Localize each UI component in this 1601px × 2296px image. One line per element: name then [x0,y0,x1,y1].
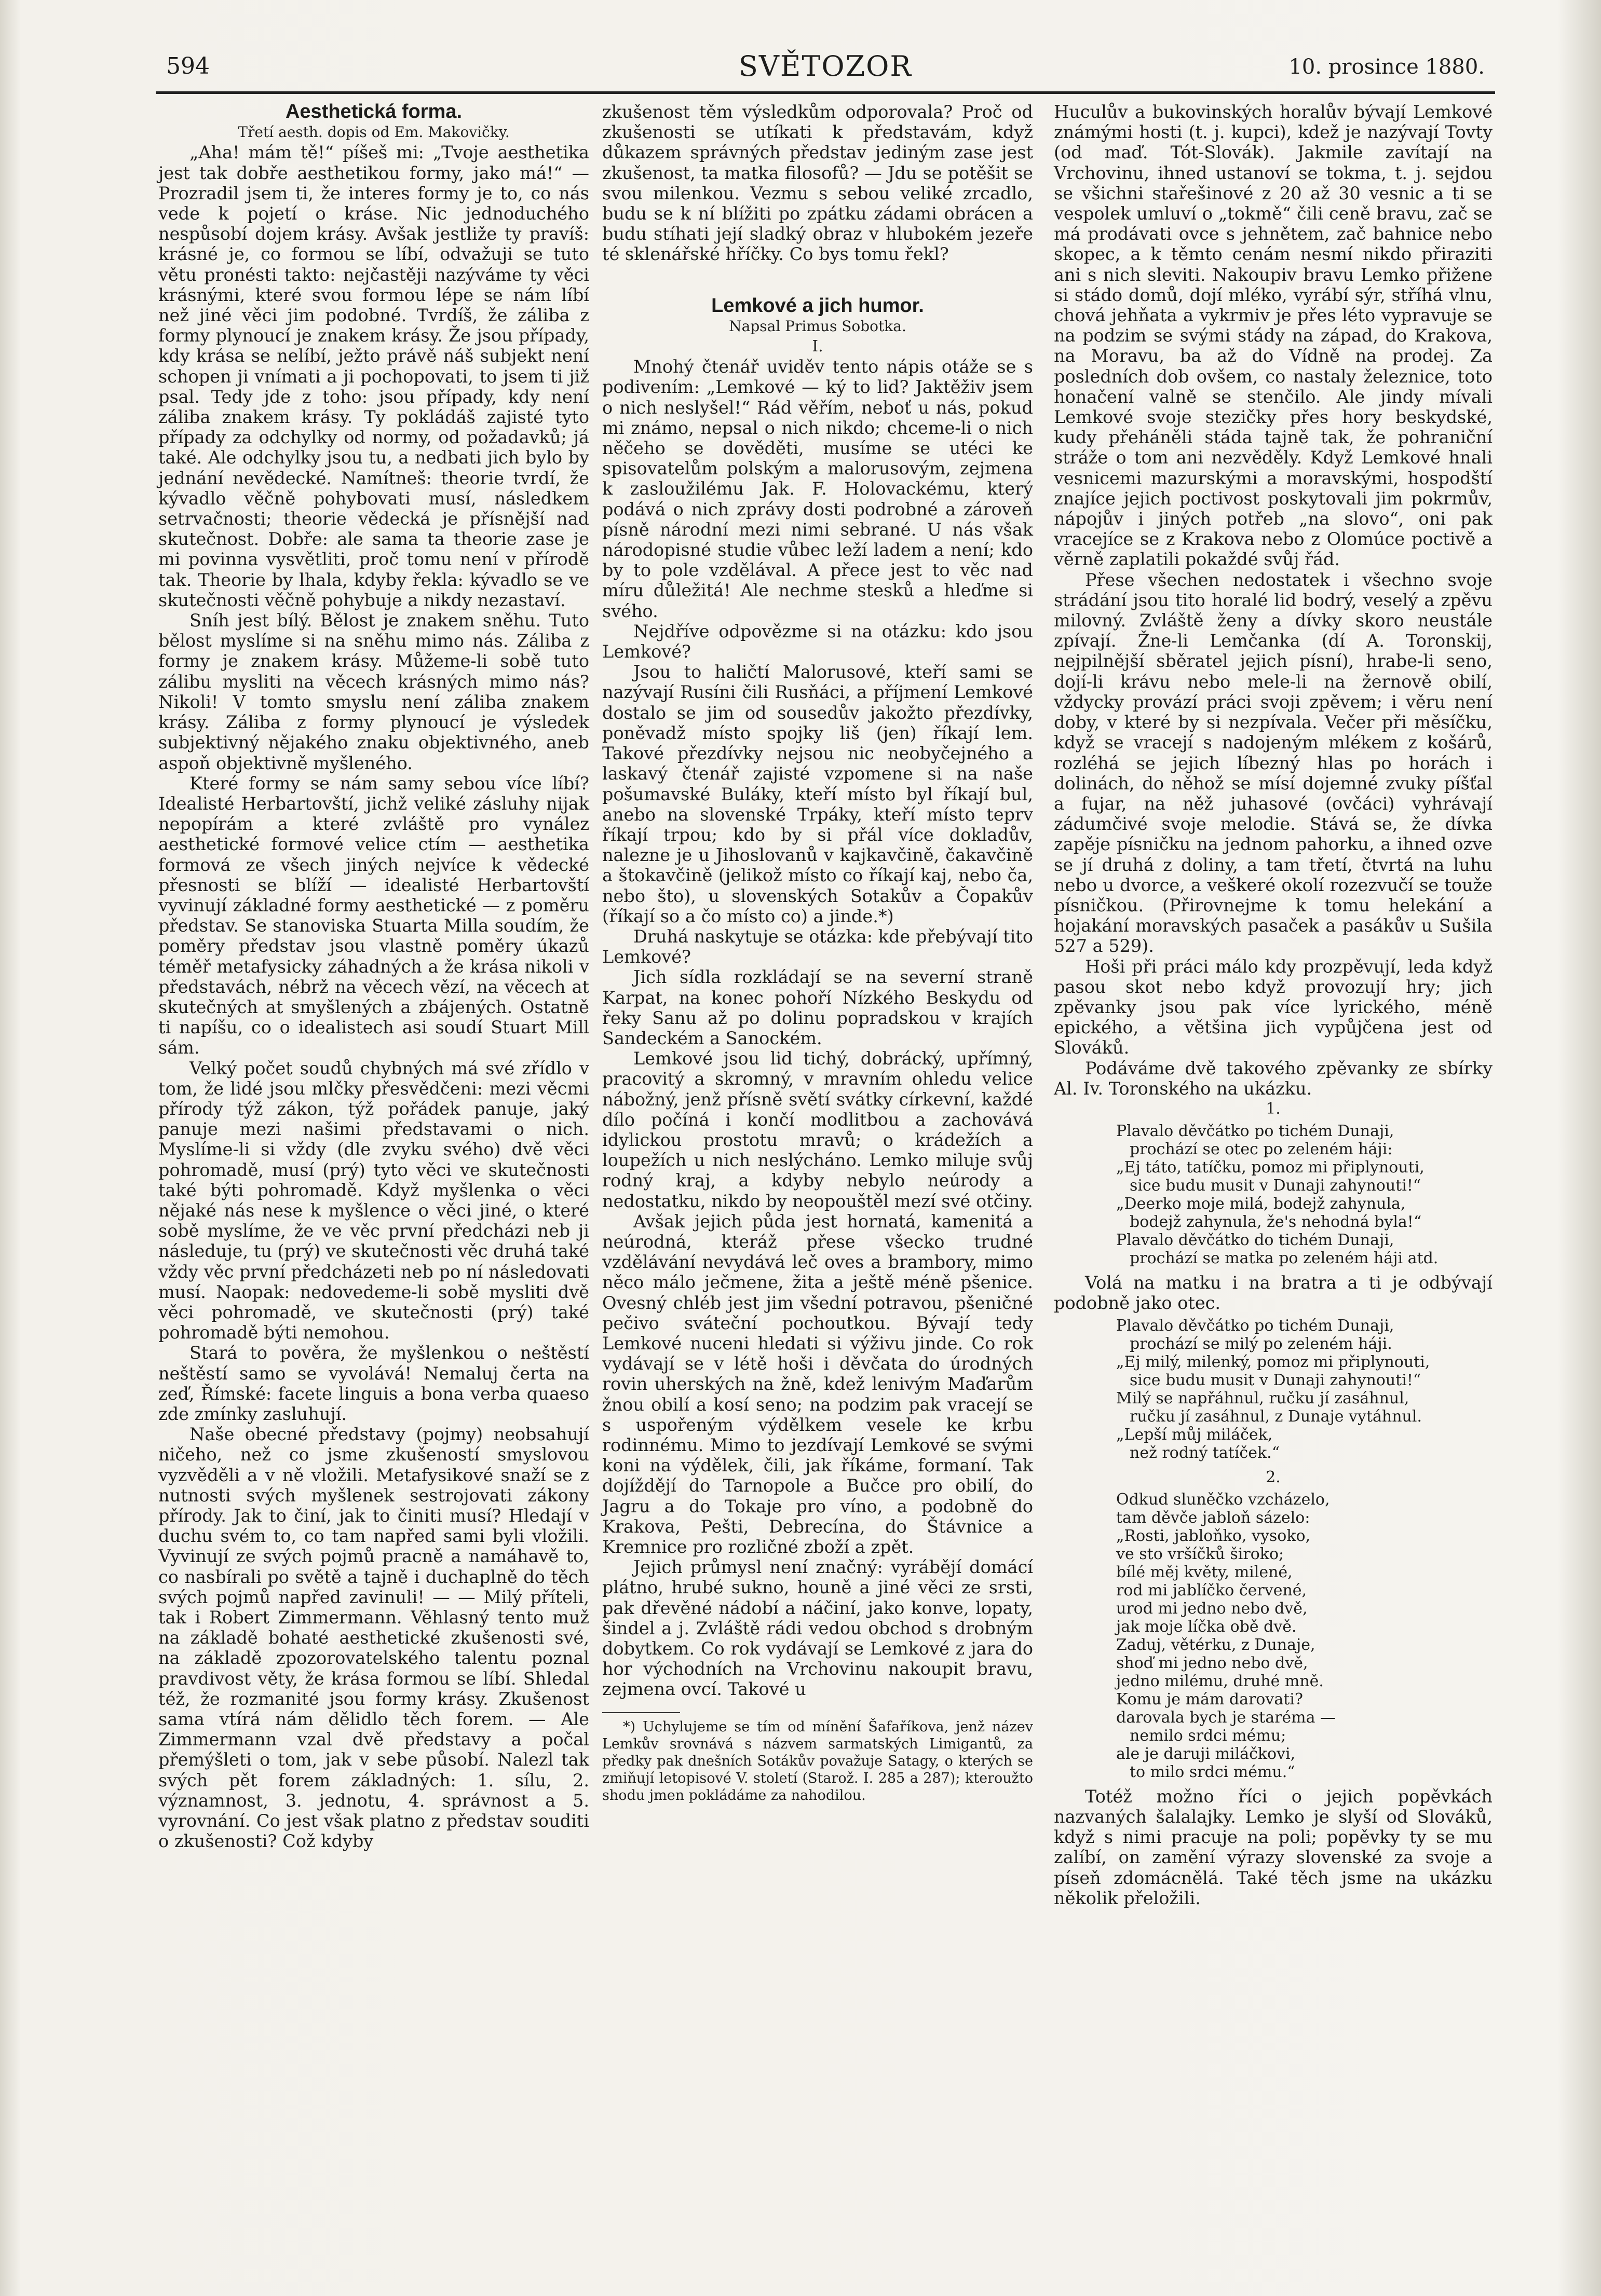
footnote-rule [602,1712,680,1713]
verse-line: darovala bych je staréma — [1116,1708,1336,1727]
verse-line: rod mi jablíčko červené, [1116,1581,1307,1600]
verse-line: sice budu musit v Dunaji zahynouti!“ [1130,1371,1421,1389]
song-verse [1116,1317,1493,1462]
song-number: 1. [1266,1099,1281,1118]
verse-line: „Ej táto, tatíčku, pomoz mi připlynouti, [1116,1158,1424,1177]
verse-line: ale je daruji miláčkovi, [1116,1744,1296,1763]
paragraph: Lemkové jsou lid tichý, dobrácký, upřímný, pracovitý a skromný, v mravním ohledu velice nábožný, jenž přísně světí svátky církevní, každé dílo počíná i končí modlitbou a zachovává idylickou prostotu mravů; o krádežích a loupežích u nich neslýcháno. Lemko miluje svůj rodný kraj, a kdyby nebylo neúrody a nedostatku, nikdo by neopouštěl mezí své otčiny. [602,1048,1033,1211]
issue-date: 10. prosince 1880. [1288,55,1485,79]
continued-paragraph: zkušenost těm výsledkům odporovala? Proč od zkušenosti se utíkati k představám, když důkazem správných představ jediným zase jest zkušenost, ta matka filosofů? — Jdu se potěšit se svou milenkou. Vezmu s sebou veliké zrcadlo, budu se k ní blížiti po zpátku zádami obrácen a budu stíhati její sladký obraz v hlubokém jezeře té sklenářské hříčky. Co bys tomu řekl? [602,102,1033,265]
song-number: 2. [1266,1468,1281,1486]
verse-line: „Lepší můj miláček, [1116,1425,1273,1444]
verse-line: nemilo srdci mému; [1130,1726,1286,1745]
paragraph: Druhá naskytuje se otázka: kde přebývají tito Lemkové? [602,926,1033,967]
verse-line: „Rosti, jabloňko, vysoko, [1116,1526,1311,1545]
verse-line: „Ej milý, milenký, pomoz mi připlynouti, [1116,1352,1430,1371]
verse-line: jak moje líčka obě dvě. [1116,1617,1297,1636]
verse-line: Milý se napřáhnul, ručku jí zasáhnul, [1116,1389,1409,1407]
section-number: I. [812,337,823,356]
paragraph: Které formy se nám samy sebou více líbí? Idealisté Herbartovští, jichž veliké zásluhy nijak nepopírám a které zvláště pro vynález aesthetické formové velice ctím — aesthetika formová ze všech jiných nejvíce k vědecké přesnosti se blíží — idealisté Herbartovští vyvinují základné formy aesthetické — z poměru představ. Se stanoviska Stuarta Milla soudím, že poměry představ jsou vlastně poměry úkazů téměř metafysicky záhadných a že krása nikoli v představách, nébrž na věcech vězí, na věcech at skutečných at smyšlených a zbájených. Ostatně ti napíšu, co o idealistech asi soudí Stuart Mill sám. [158,773,589,1058]
verse-line: ručku jí zasáhnul, z Dunaje vytáhnul. [1130,1407,1422,1426]
paragraph: Jich sídla rozkládají se na severní straně Karpat, na konec pohoří Nízkého Beskydu od řeky Sanu až po dolinu popradskou v krajích Sandeckém a Sanockém. [602,967,1033,1048]
verse-line: to milo srdci mému.“ [1130,1762,1295,1781]
article-byline: Napsal Primus Sobotka. [729,317,906,335]
verse-line: než rodný tatíček.“ [1130,1443,1280,1462]
paragraph: Naše obecné představy (pojmy) neobsahují ničeho, než co jsme zkušeností smyslovou vyzvěděli a v ně vložili. Metafysikové snaží se z nutnosti svých myšlenek sestrojovati zákony přírody. Jak to činí, jak to činiti musí? Hledají v duchu svém to, co tam napřed sami byli vložili. Vyvinují ze svých pojmů pracně a namáhavě to, co nasbírali po světě a tajně i duchaplně do těch svých pojmů napřed zavinuli! — — Milý příteli, tak i Robert Zimmermann. Věhlasný tento muž na základě bohaté aesthetické zkušenosti své, na základě zpozorovatelského talentu poznal pravdivost věty, že krása formou se líbí. Shledal též, že rozmanité jsou formy krásy. Zkušenost sama vtírá nám dělidlo těch forem. — Ale Zimmermann vzal dvě představy a počal přemýšleti o tom, jak v sebe působí. Nalezl tak svých pět forem základných: 1. sílu, 2. významnost, 3. jednotu, 4. správnost a 5. vyrovnání. Co jest však platno z představ souditi o zkušenosti? Což kdyby [158,1424,589,1852]
paragraph: Jejich průmysl není značný: vyrábějí domácí plátno, hrubé sukno, houně a jiné věci ze srsti, pak dřevěné nádobí a náčiní, jako konve, lopaty, šindel a j. Zvláště rádi vedou obchod s drobným dobytkem. Co rok vydávají se Lemkové z jara do hor východních na Vrchovinu nakoupit bravu, zejmena ovcí. Takové u [602,1557,1033,1700]
paragraph: Velký počet soudů chybných má své zřídlo v tom, že lidé jsou mlčky přesvědčeni: mezi věcmi přírody týž zákon, týž pořádek panuje, jaký panuje mezi našimi představami o nich. Myslíme-li si vždy (dle zvyku svého) dvě věci pohromadě, musí (prý) tyto věci ve skutečnosti také býti pohromadě. Když myšlenka o věci nějaké nás nese k myšlence o věci jiné, o které sobě myslíme, že ve věc první předcházi neb ji následuje, tu (prý) ve skutečnosti věc druhá také vždy věc první předcházeti neb po ní následovati musí. Naopak: nedovedeme-li sobě mysliti dvě věci pohromadě, ve skutečnosti (prý) také pohromadě býti nemohou. [158,1058,589,1343]
article-byline: Třetí aesth. dopis od Em. Makovičky. [238,124,510,141]
song-verse [1116,1491,1493,1781]
verse-line: shoď mi jedno nebo dvě, [1116,1653,1308,1672]
page-number: 594 [166,53,210,79]
verse-line: bodejž zahynula, že's nehodná byla!“ [1130,1213,1422,1232]
verse-line: sice budu musit v Dunaji zahynouti!“ [1130,1177,1421,1195]
verse-line: prochází se matka po zeleném háji atd. [1130,1249,1439,1268]
verse-line: prochází se otec po zeleném háji: [1130,1140,1393,1159]
article-heading: Lemkové a jich humor. [711,294,924,317]
article-heading: Aesthetická forma. [285,101,462,122]
paragraph: Hoši při práci málo kdy prozpěvují, leda když pasou skot nebo když provozují hry; jich zpěvanky jsou pak více lyrického, méně epického, a většina jich vypůjčena jest od Slováků. [1054,956,1493,1058]
paragraph: Podáváme dvě takového zpěvanky ze sbírky Al. Iv. Toronského na ukázku. [1054,1058,1493,1099]
continued-paragraph: Huculův a bukovinských horalův bývají Lemkové známými hosti (t. j. kupci), kdež je nazývají Tovty (od maď. Tót-Slovák). Jakmile zavítají na Vrchovinu, ihned ustanoví se tokma, t. j. sejdou se všichni stařešinové z 20 až 30 vesnic a ti se vespolek umluví o „tokmě“ čili ceně bravu, zač se má prodávati ovce s jehnětem, zač bahnice nebo skopec, a k těmto cenám nesmí nikdo přiraziti ani s nich sleviti. Nakoupiv bravu Lemko přižene si stádo domů, dojí mléko, vyrábí sýr, stříhá vlnu, chová jehňata a vykrmiv je přes léto vypravuje se na podzim se svými stády na západ, do Krakova, na Moravu, ba až do Vídně na prodej. Za posledních dob ovšem, co nastaly železnice, toto honačení valně se stenčilo. Ale jindy mívali Lemkové svoje stezičky přes hory beskydské, kudy přeháněli stáda tajně tak, že pohraniční stráže o tom ani nezvěděly. Když Lemkové hnali vesnicemi mazurskými a moravskými, hospodští znajíce jejich poctivost poskytovali jim pokrmův, nápojův i jiných potřeb „na slovo“, oni pak vracejíce se z Krakova nebo z Olomúce poctivě a věrně zaplatili pokaždé svůj řád. [1054,102,1493,570]
paragraph: Totéž možno říci o jejich popěvkách nazvaných šalalajky. Lemko je slyší od Slováků, když s nimi pracuje na poli; popěvky ty se mu zalíbí, on zamění výrazy slovenské za svoje a píseň zdomácnělá. Také těch jsme na ukázku několik přeložili. [1054,1786,1493,1908]
footnote [602,1718,1033,1804]
verse-line: bílé měj květy, milené, [1116,1563,1293,1581]
paragraph: Přese všechen nedostatek i všechno svoje strádání jsou tito horalé lid bodrý, veselý a zpěvu milovný. Zvláště ženy a dívky skoro neustále zpívají. Žne-li Lemčanka (dí A. Toronskij, nejpilnější sběratel jejich písní), hrabe-li seno, dojí-li krávu nebo mele-li na žernově obilí, vždycky provází práci svoji zpěvem; i věru není doby, v které by si nezpívala. Večer při měsíčku, když se vracejí s nadojeným mlékem z košárů, rozléhá se jejich líbezný hlas po horách i dolinách, do něhož se mísí dojemné zvuky píšťal a fujar, na něž juhasové (ovčáci) vyhrávají zádumčivé svoje melodie. Stává se, že dívka zapěje písničku na jednom pahorku, a ihned ozve se jí druhá z doliny, a tam třetí, čtvrtá na luhu nebo u dvorce, a veškeré okolí rozezvučí se touže písničkou. (Přirovnejme k tomu helekání a hojakání moravských pasaček a pasákův u Sušila 527 a 529). [1054,569,1493,956]
paragraph: Stará to pověra, že myšlenkou o neštěstí neštěstí samo se vyvolává! Nemaluj čerta na zeď, Římské: facete linguis a bona verba quaeso zde zmínky zasluhují. [158,1343,589,1424]
paragraph: Sníh jest bílý. Bělost je znakem sněhu. Tuto bělost myslíme si na sněhu mimo nás. Záliba z formy je znakem krásy. Můžeme-li sobě tuto zálibu mysliti na věcech krásných mimo nás? Nikoli! V tomto smyslu není záliba znakem krásy. Záliba z formy plynoucí je výsledek subjektivný nějakého znaku objektivného, aneb aspoň objektivně myšleného. [158,610,589,773]
verse-line: ve sto vršíčků široko; [1116,1545,1284,1563]
verse-line: Komu je mám darovati? [1116,1690,1303,1709]
verse-line: jedno milému, druhé mně. [1116,1672,1324,1690]
column-3 [1054,102,1493,1908]
verse-line: „Deerko moje milá, bodejž zahynula, [1116,1195,1406,1213]
page-header [166,48,1485,84]
verse-line: Plavalo děvčátko po tichém Dunaji, [1116,1316,1394,1335]
column-2 [602,102,1033,1804]
paragraph: Mnohý čtenář uviděv tento nápis otáže se s podivením: „Lemkové — ký to lid? Jaktěživ jsem o nich neslyšel!“ Rád věřím, neboť u nás, pokud mi známo, nepsal o nich nikdo; chceme-li o nich něčeho se dověděti, musíme se utéci ke spisovatelům polským a malorusovým, zejmena k zasloužilému Jak. F. Holovackému, který podává o nich zprávy dosti podrobné a zároveň písně národní mezi nimi sebrané. U nás však národopisné studie vůbec leží ladem a není; kdo by to pole vzdělával. A přece jest to věc nad míru důležitá! Ale nechme stesků a hleďme si svého. [602,357,1033,621]
verse-line: Odkud sluněčko vzcházelo, [1116,1490,1330,1509]
verse-line: Plavalo děvčátko do tichém Dunaji, [1116,1231,1394,1250]
verse-line: tam děvče jabloň sázelo: [1116,1508,1310,1527]
header-rule [156,91,1495,94]
song-verse [1116,1122,1493,1267]
paragraph: Jsou to haličtí Malorusové, kteří sami se nazývají Rusíni čili Rusňáci, a příjmení Lemkové dostalo se jim od sousedův jakožto přezdívky, poněvadž místo spojky liš (jen) říkají lem. Takové přezdívky nejsou nic neobyčejného a laskavý čtenář zajisté vzpomene si na naše pošumavské Buláky, kteří místo byl říkají bul, anebo na slovenské Trpáky, kteří místo teprv říkají trpou; kdo by si přál více dokladův, nalezne je u Jihoslovanů v kajkavčině, čakavčině a štokavčině (jelikož místo co říkají kaj, nebo ča, nebo što), u slovenských Sotakův a Čopakův (říkají so a čo místo co) a jinde.*) [602,662,1033,926]
verse-line: prochází se milý po zeleném háji. [1130,1334,1392,1353]
paragraph: Volá na matku i na bratra a ti je odbývají podobně jako otec. [1054,1273,1493,1314]
masthead-title: SVĚTOZOR [738,50,913,83]
paragraph: „Aha! mám tě!“ píšeš mi: „Tvoje aesthetika jest tak dobře aesthetikou formy, jako má!“ — Prozradil jsem ti, že interes formy je to, co nás vede k pojetí o kráse. Nic jednoduchého nespůsobí dojem krásy. Avšak jestliže ty pravíš: krásné je, co formou se líbí, odvažuji se tuto větu pronésti takto: nejčastěji nazýváme ty věci krásnými, které svou formou lépe se nám líbí než jiné věci jim podobné. Tvrdíš, že záliba z formy plynoucí je znakem krásy. Že jsou případy, kdy krása se nelíbí, ježto právě náš subjekt není schopen ji vnímati a ji pochopovati, to jsem ti již psal. Tedy jde z toho: jsou případy, kdy není záliba znakem krásy. Ty pokládáš zajisté tyto případy za odchylky od normy, od požadavků; já také. Ale odchylky jsou tu, a nedbati jich bylo by jednání nevědecké. Namítneš: theorie tvrdí, že kývadlo věčně pohybovati musí, následkem setrvačnosti; theorie vědecká je přísnější nad skutečnost. Dobře: ale sama ta theorie zase je mi povinna vysvětliti, proč tomu není v přírodě tak. Theorie by lhala, kdyby řekla: kývadlo se ve skutečnosti věčně pohybuje a nikdy nezastaví. [158,142,589,610]
paragraph: Nejdříve odpovězme si na otázku: kdo jsou Lemkové? [602,621,1033,662]
verse-line: Plavalo děvčátko po tichém Dunaji, [1116,1122,1394,1141]
verse-line: Zaduj, větérku, z Dunaje, [1116,1635,1315,1654]
verse-line: urod mi jedno nebo dvě, [1116,1599,1308,1618]
footnote-text: *) Uchylujeme se tím od mínění Šafaříkova, jenž název Lemkův srovnává s názvem sarmatských Limigantů, za předky pak dnešních Sotákův považuje Satagy, o kterých se zmiňují letopisové V. století (Starož. I. 285 a 287); kteroužto shodu jmen pokládáme za nahodilou. [602,1718,1033,1803]
paragraph: Avšak jejich půda jest hornatá, kamenitá a neúrodná, kteráž přese všecko trudné vzdělávání nevydává leč oves a brambory, mimo něco málo ječmene, žita a ještě méně pšenice. Ovesný chléb jest jim všední potravou, pšeničné pečivo sváteční pochoutkou. Bývají tedy Lemkové nuceni hledati si výživu jinde. Co rok vydávají se v létě hoši i děvčata do úrodných rovin uherských na žně, kdež lenivým Maďarům žnou obilí a kosí seno; na podzim pak vracejí se s uspořeným výdělkem vesele ke krbu rodinnému. Mimo to jezdívají Lemkové se svými koni na výdělek, čili, jak říkáme, formaní. Tak dojíždějí do Tarnopole a Bučce pro obilí, do Jagru a do Tokaje pro víno, a podobně do Krakova, Pešti, Debrecína, do Štávnice a Kremnice pro rozličné zboží a zpět. [602,1211,1033,1557]
column-1 [158,102,589,1851]
